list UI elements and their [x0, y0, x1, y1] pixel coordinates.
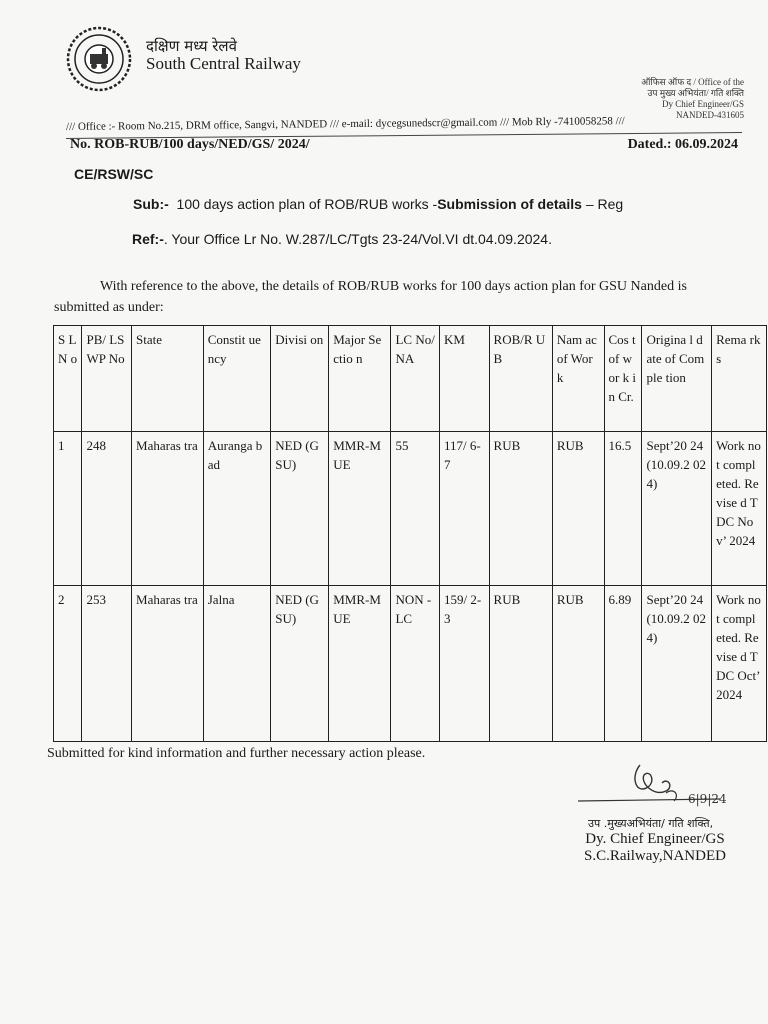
table-header-cell: PB/ LS WP No	[82, 326, 132, 432]
railway-emblem-icon	[66, 26, 132, 92]
table-cell: 6.89	[604, 586, 642, 742]
letter-date: Dated.: 06.09.2024	[627, 137, 738, 152]
signature-date: 6|9|24	[688, 792, 727, 806]
table-header-cell: Divisi on	[271, 326, 329, 432]
table-cell: 117/ 6-7	[439, 432, 489, 586]
org-name-hindi: दक्षिण मध्य रेलवे	[146, 37, 237, 55]
table-cell: Sept’20 24 (10.09.2 024)	[642, 586, 712, 742]
table-cell: Sept’20 24 (10.09.2 024)	[642, 432, 712, 586]
table-header-cell: Major Sectio n	[329, 326, 391, 432]
designation-line: Dy. Chief Engineer/GS	[585, 831, 725, 847]
table-cell: 253	[82, 586, 132, 742]
designation-line: S.C.Railway,NANDED	[584, 848, 726, 864]
office-line: उप मुख्य अभियंता/ गति शक्ति	[647, 88, 744, 98]
table-row	[54, 432, 767, 586]
office-line: Dy Chief Engineer/GS	[662, 99, 744, 109]
closing-line: Submitted for kind information and further necessary action please.	[47, 746, 426, 761]
table-header-cell: S L N o	[54, 326, 82, 432]
table-header-cell: ROB/R UB	[489, 326, 552, 432]
subject-text: 100 days action plan of ROB/RUB works -	[176, 196, 438, 212]
table-cell: RUB	[552, 432, 604, 586]
letter-number: No. ROB-RUB/100 days/NED/GS/ 2024/	[70, 137, 310, 152]
reference-prefix: Ref:-	[132, 231, 164, 247]
table-cell: 2	[54, 586, 82, 742]
office-address-block	[641, 77, 744, 121]
table-cell: MMR-MUE	[329, 586, 391, 742]
table-cell: NED (GSU)	[271, 432, 329, 586]
table-cell: Maharas tra	[132, 432, 204, 586]
table-cell: Maharas tra	[132, 586, 204, 742]
reference-line	[132, 231, 552, 247]
table-cell: 159/ 2-3	[439, 586, 489, 742]
table-cell: 16.5	[604, 432, 642, 586]
works-table	[53, 325, 767, 742]
table-cell: RUB	[489, 586, 552, 742]
table-cell: 1	[54, 432, 82, 586]
addressee: CE/RSW/SC	[74, 166, 154, 182]
table-cell: RUB	[552, 586, 604, 742]
subject-line	[133, 196, 623, 212]
org-name-english: South Central Railway	[146, 54, 301, 73]
table-header-cell: KM	[439, 326, 489, 432]
table-header-row	[54, 326, 767, 432]
table-cell: Work not compl eted. Revise d TDC Oct’ 2024	[712, 586, 767, 742]
table-cell: Jalna	[203, 586, 271, 742]
handwritten-signature	[570, 757, 750, 817]
table-header-cell: Nam ac of Wor k	[552, 326, 604, 432]
intro-paragraph: With reference to the above, the details of ROB/RUB works for 100 days action plan for GSU Nanded is submitted as under:	[54, 279, 687, 315]
table-cell: MMR-MUE	[329, 432, 391, 586]
address-line: /// Office :- Room No.215, DRM office, Sangvi, NANDED /// e-mail: dycegsunedscr@gmail.com /// Mob Rly -7410058258 ///	[65, 115, 625, 133]
designation-hindi: उप .मुख्यअभियंता/ गति शक्ति,	[588, 817, 714, 830]
subject-suffix: – Reg	[585, 196, 624, 212]
table-header-cell: LC No/ NA	[391, 326, 440, 432]
table-cell: NON -LC	[391, 586, 440, 742]
table-header-cell: State	[132, 326, 204, 432]
table-cell: RUB	[489, 432, 552, 586]
table-row	[54, 586, 767, 742]
table-cell: Auranga bad	[203, 432, 271, 586]
subject-prefix: Sub:-	[133, 196, 169, 212]
reference-text: . Your Office Lr No. W.287/LC/Tgts 23-24/Vol.VI dt.04.09.2024.	[163, 231, 552, 247]
table-header-cell: Cos t of wor k in Cr.	[604, 326, 642, 432]
office-line: NANDED-431605	[676, 110, 744, 120]
designation-block	[575, 831, 735, 865]
table-cell: NED (GSU)	[271, 586, 329, 742]
table-header-cell: Rema rks	[712, 326, 767, 432]
office-line: ऑफिस ऑफ द / Office of the	[641, 77, 744, 87]
table-header-cell: Origina l date of Comple tion	[642, 326, 712, 432]
table-header-cell: Constit uency	[203, 326, 271, 432]
table-cell: Work not compl eted. Revise d TDC Nov’ 2024	[712, 432, 767, 586]
table-cell: 55	[391, 432, 440, 586]
subject-bold: Submission of details	[437, 196, 582, 212]
table-cell: 248	[82, 432, 132, 586]
